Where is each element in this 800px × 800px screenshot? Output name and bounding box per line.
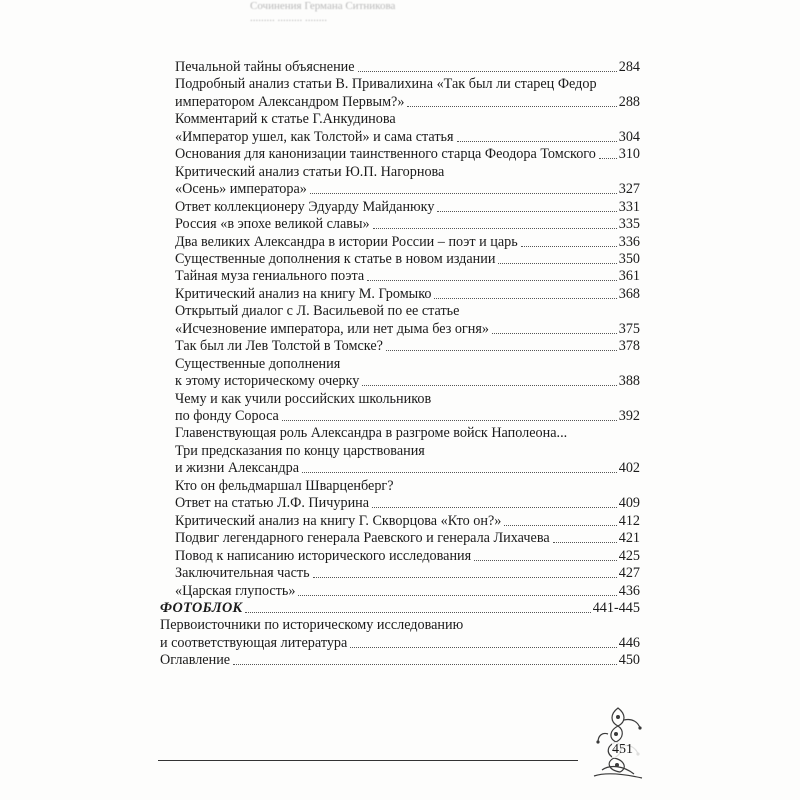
toc-leader-dots: [372, 507, 617, 508]
toc-entry-title: Кто он фельдмаршал Шварценберг?: [175, 477, 394, 494]
toc-leader-dots: [474, 560, 617, 561]
toc-entry-title: Печальной тайны объяснение: [175, 59, 355, 75]
toc-entry-title: Так был ли Лев Толстой в Томске?: [175, 338, 383, 355]
toc-entry-title: Критический анализ на книгу М. Громыко: [175, 285, 432, 302]
toc-entry-title: Чему и как учили российских школьников: [175, 390, 432, 407]
toc-entry-title: Ответ коллекционеру Эдуарду Майданюку: [175, 198, 435, 215]
toc-entry-title: императором Александром Первым?»: [175, 93, 405, 110]
toc-page-number: 335: [618, 216, 640, 233]
toc-entry-title: Подробный анализ статьи В. Привалихина «Так был ли старец Федор: [175, 76, 597, 93]
toc-entry-title: Комментарий к статье Г.Анкудинова: [175, 111, 396, 128]
toc-entry-title: Критический анализ статьи Ю.П. Нагорнова: [175, 163, 445, 180]
toc-page-number: 392: [618, 408, 640, 424]
toc-page-number: 409: [618, 495, 640, 512]
toc-page-number: 310: [618, 146, 640, 163]
toc-leader-dots: [437, 211, 617, 212]
faded-header-line-1: Сочинения Германа Ситникова: [250, 0, 396, 12]
toc-leader-dots: [492, 333, 617, 334]
toc-leader-dots: [358, 71, 617, 72]
toc-entry-title: «Осень» императора»: [175, 181, 307, 198]
toc-entry-title: Тайная муза гениального поэта: [175, 268, 365, 285]
toc-page-number: 361: [618, 268, 640, 285]
toc-page-number: 375: [618, 320, 640, 337]
toc-page-number: 336: [618, 233, 640, 250]
toc-leader-dots: [599, 158, 617, 159]
toc-leader-dots: [457, 141, 617, 142]
toc-page-number: 284: [618, 59, 640, 75]
toc-page-number: 288: [618, 93, 640, 110]
toc-entry-title: к этому историческому очерку: [175, 373, 360, 390]
toc-entry-title: Подвиг легендарного генерала Раевского и генерала Лихачева: [175, 530, 550, 547]
toc-leader-dots: [233, 664, 617, 665]
toc-page-number: 378: [618, 338, 640, 355]
toc-entry: [160, 650, 640, 670]
toc-page-number: 402: [618, 460, 640, 477]
toc-leader-dots: [313, 577, 617, 578]
toc-leader-dots: [302, 472, 617, 473]
toc-entry-title: Открытый диалог с Л. Васильевой по ее статье: [175, 303, 460, 320]
toc-entry-title: Заключительная часть: [175, 565, 310, 582]
toc-page-number: 368: [618, 285, 640, 302]
toc-entry-title: Главенствующая роль Александра в разгроме войск Наполеона...: [175, 425, 568, 442]
toc-entry-title: и жизни Александра: [175, 460, 300, 477]
toc-page-number: 331: [618, 198, 640, 215]
faded-header-line-2: ......... ......... ........: [250, 12, 327, 24]
toc-entry-title: Первоисточники по историческому исследованию: [160, 617, 464, 634]
toc-entry-title: Ответ на статью Л.Ф. Пичурина: [175, 495, 370, 512]
toc-leader-dots: [553, 542, 617, 543]
toc-leader-dots: [521, 246, 617, 247]
toc-entry-title: ФОТОБЛОК: [160, 599, 243, 616]
toc-page-number: 350: [618, 250, 640, 267]
toc-leader-dots: [504, 525, 617, 526]
toc-entry-title: по фонду Сороса: [175, 408, 279, 424]
toc-page-number: 388: [618, 373, 640, 390]
toc-leader-dots: [407, 106, 617, 107]
toc-leader-dots: [434, 298, 617, 299]
toc-leader-dots: [386, 350, 617, 351]
toc-leader-dots: [282, 420, 617, 421]
toc-entry-title: «Царская глупость»: [175, 582, 296, 599]
toc-page-number: 304: [618, 128, 640, 145]
toc-leader-dots: [362, 385, 617, 386]
toc-leader-dots: [298, 595, 617, 596]
toc-leader-dots: [373, 228, 617, 229]
bottom-rule: [158, 760, 578, 761]
toc-entry-title: Критический анализ на книгу Г. Скворцова «Кто он?»: [175, 512, 502, 529]
toc-entry-title: Два великих Александра в истории России – поэт и царь: [175, 233, 518, 250]
toc-page-number: 327: [618, 181, 640, 198]
toc-entry-title: Существенные дополнения к статье в новом издании: [175, 250, 496, 267]
toc-leader-dots: [498, 263, 617, 264]
toc-entry-title: Оглавление: [160, 652, 231, 669]
toc-entry-title: Существенные дополнения: [175, 355, 341, 372]
toc-page-number: 412: [618, 512, 640, 529]
toc-page-number: 427: [618, 565, 640, 582]
toc-entry-title: «Исчезновение императора, или нет дыма без огня»: [175, 320, 489, 337]
toc-page-number: 446: [618, 634, 640, 651]
toc-entry-title: Россия «в эпохе великой славы»: [175, 216, 370, 233]
toc-page-number: 436: [618, 582, 640, 599]
toc-page-number: 441-445: [592, 599, 640, 616]
toc-page-number: 421: [618, 530, 640, 547]
toc-leader-dots: [245, 612, 591, 613]
toc-entry-title: Повод к написанию исторического исследования: [175, 547, 472, 564]
toc-page-number: 450: [618, 652, 640, 669]
toc-entry-title: «Император ушел, как Толстой» и сама статья: [175, 128, 454, 145]
toc-entry-title: Три предсказания по концу царствования: [175, 442, 425, 459]
floral-ornament-icon: [580, 700, 650, 780]
toc-page-number: 425: [618, 547, 640, 564]
toc-entry-title: и соответствующая литература: [160, 634, 348, 651]
page-number: 451: [612, 742, 642, 758]
toc-leader-dots: [367, 280, 617, 281]
toc-entry-title: Основания для канонизации таинственного старца Феодора Томского: [175, 146, 596, 163]
toc-leader-dots: [350, 647, 617, 648]
toc-leader-dots: [310, 193, 617, 194]
